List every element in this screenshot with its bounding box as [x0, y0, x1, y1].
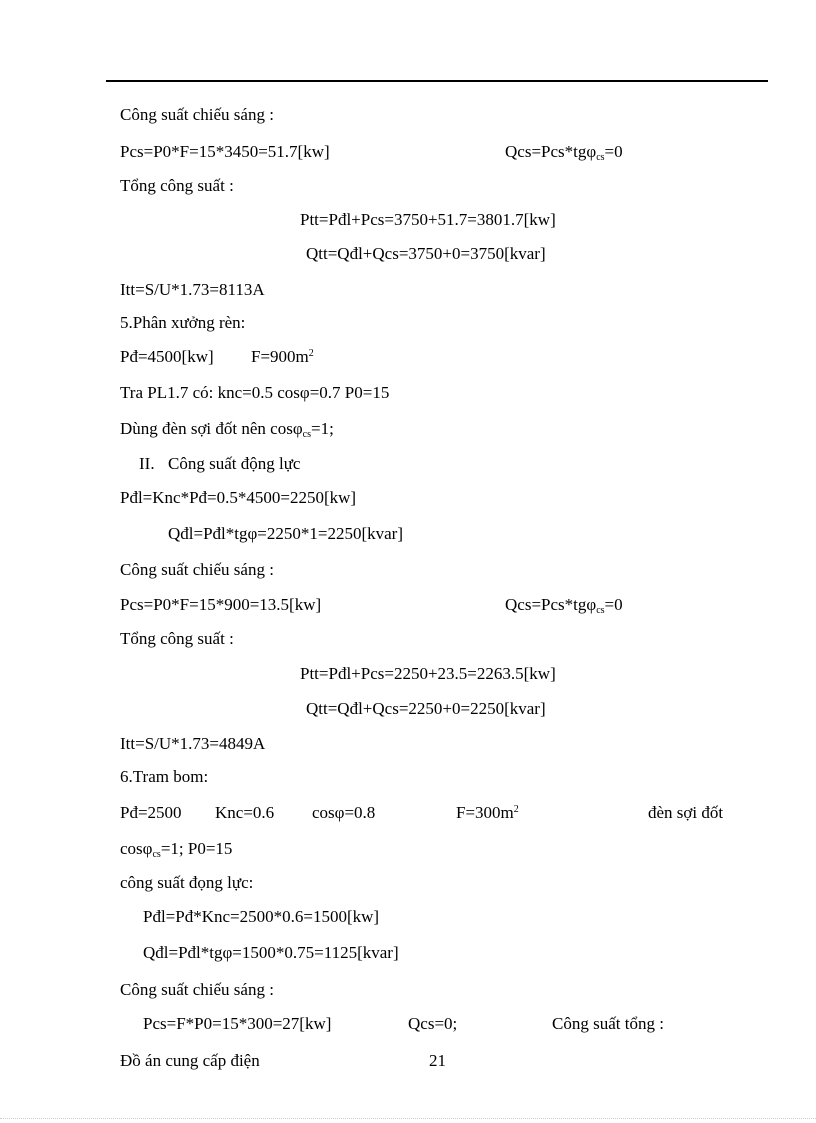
text-line	[456, 803, 519, 823]
text-line: Công suất chiếu sáng :	[120, 980, 274, 999]
text-line: Pcs=P0*F=15*900=13.5[kw]	[120, 595, 322, 614]
formula-text: cosφ	[120, 839, 153, 858]
formula-text: Qcs=Pcs*tgφ	[505, 595, 597, 614]
superscript: 2	[308, 348, 314, 359]
text-line: Công suất tổng :	[552, 1014, 664, 1033]
text-line: Qcs=0;	[408, 1014, 458, 1033]
section-heading: 6.Tram bom:	[120, 767, 209, 786]
text-line: Qtt=Qđl+Qcs=2250+0=2250[kvar]	[306, 699, 546, 718]
formula-text: F=900m	[251, 347, 309, 366]
superscript: 2	[513, 804, 519, 815]
bottom-dotted-border	[0, 1118, 816, 1119]
subscript: cs	[302, 429, 311, 440]
text-line	[505, 595, 623, 615]
text-line: Pcs=P0*F=15*3450=51.7[kw]	[120, 142, 330, 161]
text-line: cosφ=0.8	[312, 803, 376, 822]
text-line: Itt=S/U*1.73=4849A	[120, 734, 266, 753]
formula-text: =1; P0=15	[160, 839, 233, 858]
text-line: Pđl=Knc*Pđ=0.5*4500=2250[kw]	[120, 488, 357, 507]
text-line: Tra PL1.7 có: knc=0.5 cosφ=0.7 P0=15	[120, 383, 390, 402]
text-line: Công suất chiếu sáng :	[120, 560, 274, 579]
text-line: Knc=0.6	[215, 803, 275, 822]
formula-text: =0	[604, 595, 623, 614]
subscript: cs	[596, 152, 605, 163]
subscript: cs	[596, 605, 605, 616]
text-line: Pcs=F*P0=15*300=27[kw]	[143, 1014, 332, 1033]
text-line: Tổng công suất :	[120, 629, 234, 648]
text-line: Qđl=Pđl*tgφ=1500*0.75=1125[kvar]	[143, 943, 399, 962]
header-rule	[106, 80, 768, 82]
text-line: Công suất chiếu sáng :	[120, 105, 274, 124]
text-line: Qđl=Pđl*tgφ=2250*1=2250[kvar]	[168, 524, 404, 543]
text-line	[120, 839, 232, 859]
list-marker: II.	[139, 454, 155, 473]
text-line: công suất đọng lực:	[120, 873, 254, 892]
footer-title: Đồ án cung cấp điện	[120, 1051, 260, 1070]
text-line: Qtt=Qđl+Qcs=3750+0=3750[kvar]	[306, 244, 546, 263]
section-heading: Công suất động lực	[168, 454, 301, 473]
page-number: 21	[429, 1051, 446, 1070]
formula-text: =0	[604, 142, 623, 161]
formula-text: =1;	[311, 419, 334, 438]
text-line: Pđ=4500[kw]	[120, 347, 214, 366]
text-line: đèn sợi đốt	[648, 803, 724, 822]
text-line: Ptt=Pđl+Pcs=2250+23.5=2263.5[kw]	[300, 664, 556, 683]
text-line	[505, 142, 623, 162]
subscript: cs	[152, 849, 161, 860]
text-line: Tổng công suất :	[120, 176, 234, 195]
text-line: Pđl=Pđ*Knc=2500*0.6=1500[kw]	[143, 907, 380, 926]
text-line: Itt=S/U*1.73=8113A	[120, 280, 265, 299]
formula-text: Dùng đèn sợi đốt nên cosφ	[120, 419, 303, 438]
text-line	[251, 347, 314, 367]
formula-text: Qcs=Pcs*tgφ	[505, 142, 597, 161]
formula-text: F=300m	[456, 803, 514, 822]
section-heading: 5.Phân xưởng rèn:	[120, 313, 246, 332]
text-line: Pđ=2500	[120, 803, 182, 822]
text-line	[120, 419, 334, 439]
text-line: Ptt=Pđl+Pcs=3750+51.7=3801.7[kw]	[300, 210, 556, 229]
